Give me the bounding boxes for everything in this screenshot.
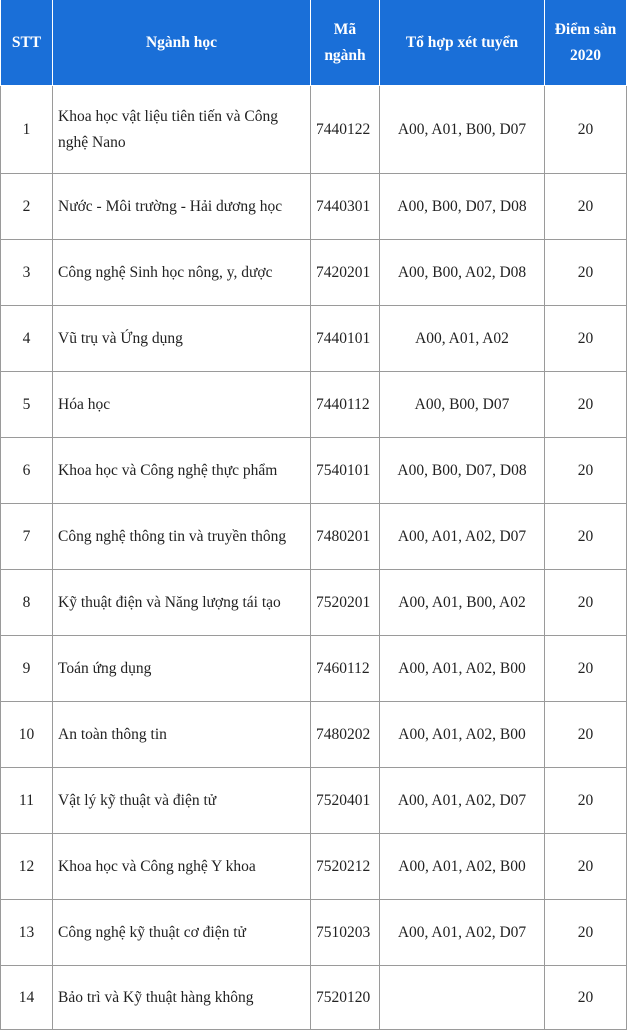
cell-major-name: Vật lý kỹ thuật và điện tử <box>53 768 311 834</box>
cell-major-code: 7510203 <box>311 900 380 966</box>
table-row <box>1 174 627 240</box>
header-code-line2: ngành <box>324 46 366 64</box>
table-row <box>1 438 627 504</box>
cell-major-code: 7420201 <box>311 240 380 306</box>
cell-major-code: 7520401 <box>311 768 380 834</box>
header-combo: Tổ hợp xét tuyển <box>380 0 545 86</box>
cell-min-score: 20 <box>545 174 627 240</box>
table-row <box>1 900 627 966</box>
table-row <box>1 768 627 834</box>
cell-major-code: 7520212 <box>311 834 380 900</box>
table-row <box>1 702 627 768</box>
cell-subject-combination: A00, A01, B00, D07 <box>380 86 545 174</box>
cell-stt: 1 <box>1 86 53 174</box>
cell-major-name: Khoa học vật liệu tiên tiến và Công nghệ Nano <box>53 86 311 174</box>
header-score-line2: 2020 <box>570 46 601 64</box>
cell-subject-combination: A00, A01, A02, D07 <box>380 768 545 834</box>
cell-stt: 14 <box>1 966 53 1030</box>
cell-major-code: 7480202 <box>311 702 380 768</box>
table-row <box>1 306 627 372</box>
cell-stt: 7 <box>1 504 53 570</box>
cell-min-score: 20 <box>545 240 627 306</box>
cell-subject-combination: A00, B00, D07 <box>380 372 545 438</box>
cell-major-name: Khoa học và Công nghệ Y khoa <box>53 834 311 900</box>
cell-major-name: Vũ trụ và Ứng dụng <box>53 306 311 372</box>
cell-min-score: 20 <box>545 438 627 504</box>
header-score <box>545 0 627 86</box>
table-row <box>1 240 627 306</box>
cell-major-name: Công nghệ kỹ thuật cơ điện tử <box>53 900 311 966</box>
header-stt: STT <box>1 0 53 86</box>
cell-major-name: Toán ứng dụng <box>53 636 311 702</box>
cell-subject-combination <box>380 966 545 1030</box>
cell-subject-combination: A00, A01, A02, B00 <box>380 834 545 900</box>
cell-major-name: An toàn thông tin <box>53 702 311 768</box>
header-major: Ngành học <box>53 0 311 86</box>
table-row <box>1 570 627 636</box>
cell-subject-combination: A00, B00, D07, D08 <box>380 174 545 240</box>
table-row <box>1 372 627 438</box>
cell-major-name: Khoa học và Công nghệ thực phẩm <box>53 438 311 504</box>
cell-stt: 8 <box>1 570 53 636</box>
cell-min-score: 20 <box>545 372 627 438</box>
cell-major-name: Hóa học <box>53 372 311 438</box>
cell-min-score: 20 <box>545 636 627 702</box>
table-header <box>1 0 627 86</box>
table-row <box>1 636 627 702</box>
cell-major-code: 7440112 <box>311 372 380 438</box>
cell-major-name: Nước - Môi trường - Hải dương học <box>53 174 311 240</box>
table-row <box>1 86 627 174</box>
cell-stt: 12 <box>1 834 53 900</box>
cell-major-code: 7540101 <box>311 438 380 504</box>
header-score-line1: Điểm sàn <box>554 20 617 38</box>
cell-major-code: 7520120 <box>311 966 380 1030</box>
table-row <box>1 834 627 900</box>
header-code-line1: Mã <box>333 20 357 38</box>
cell-subject-combination: A00, A01, B00, A02 <box>380 570 545 636</box>
header-row <box>1 0 627 86</box>
cell-min-score: 20 <box>545 900 627 966</box>
cell-min-score: 20 <box>545 966 627 1030</box>
cell-subject-combination: A00, A01, A02, B00 <box>380 636 545 702</box>
cell-stt: 11 <box>1 768 53 834</box>
cell-subject-combination: A00, A01, A02, D07 <box>380 900 545 966</box>
table-row <box>1 504 627 570</box>
cell-subject-combination: A00, A01, A02, D07 <box>380 504 545 570</box>
cell-min-score: 20 <box>545 306 627 372</box>
cell-min-score: 20 <box>545 834 627 900</box>
cell-major-code: 7440301 <box>311 174 380 240</box>
table-body <box>1 86 627 1030</box>
cell-subject-combination: A00, A01, A02 <box>380 306 545 372</box>
cell-stt: 10 <box>1 702 53 768</box>
cell-stt: 9 <box>1 636 53 702</box>
cell-stt: 2 <box>1 174 53 240</box>
cell-subject-combination: A00, A01, A02, B00 <box>380 702 545 768</box>
cell-major-name: Công nghệ thông tin và truyền thông <box>53 504 311 570</box>
cell-major-name: Bảo trì và Kỹ thuật hàng không <box>53 966 311 1030</box>
cell-stt: 6 <box>1 438 53 504</box>
cell-subject-combination: A00, B00, D07, D08 <box>380 438 545 504</box>
cell-min-score: 20 <box>545 768 627 834</box>
cell-major-code: 7480201 <box>311 504 380 570</box>
cell-major-code: 7520201 <box>311 570 380 636</box>
cell-min-score: 20 <box>545 504 627 570</box>
cell-major-name: Công nghệ Sinh học nông, y, dược <box>53 240 311 306</box>
cell-major-code: 7440101 <box>311 306 380 372</box>
cell-stt: 13 <box>1 900 53 966</box>
cell-major-name: Kỹ thuật điện và Năng lượng tái tạo <box>53 570 311 636</box>
table-row <box>1 966 627 1030</box>
cell-major-code: 7440122 <box>311 86 380 174</box>
cell-stt: 3 <box>1 240 53 306</box>
cell-min-score: 20 <box>545 86 627 174</box>
cell-min-score: 20 <box>545 570 627 636</box>
cell-min-score: 20 <box>545 702 627 768</box>
cell-stt: 4 <box>1 306 53 372</box>
cell-subject-combination: A00, B00, A02, D08 <box>380 240 545 306</box>
header-code <box>311 0 380 86</box>
cell-stt: 5 <box>1 372 53 438</box>
cell-major-code: 7460112 <box>311 636 380 702</box>
